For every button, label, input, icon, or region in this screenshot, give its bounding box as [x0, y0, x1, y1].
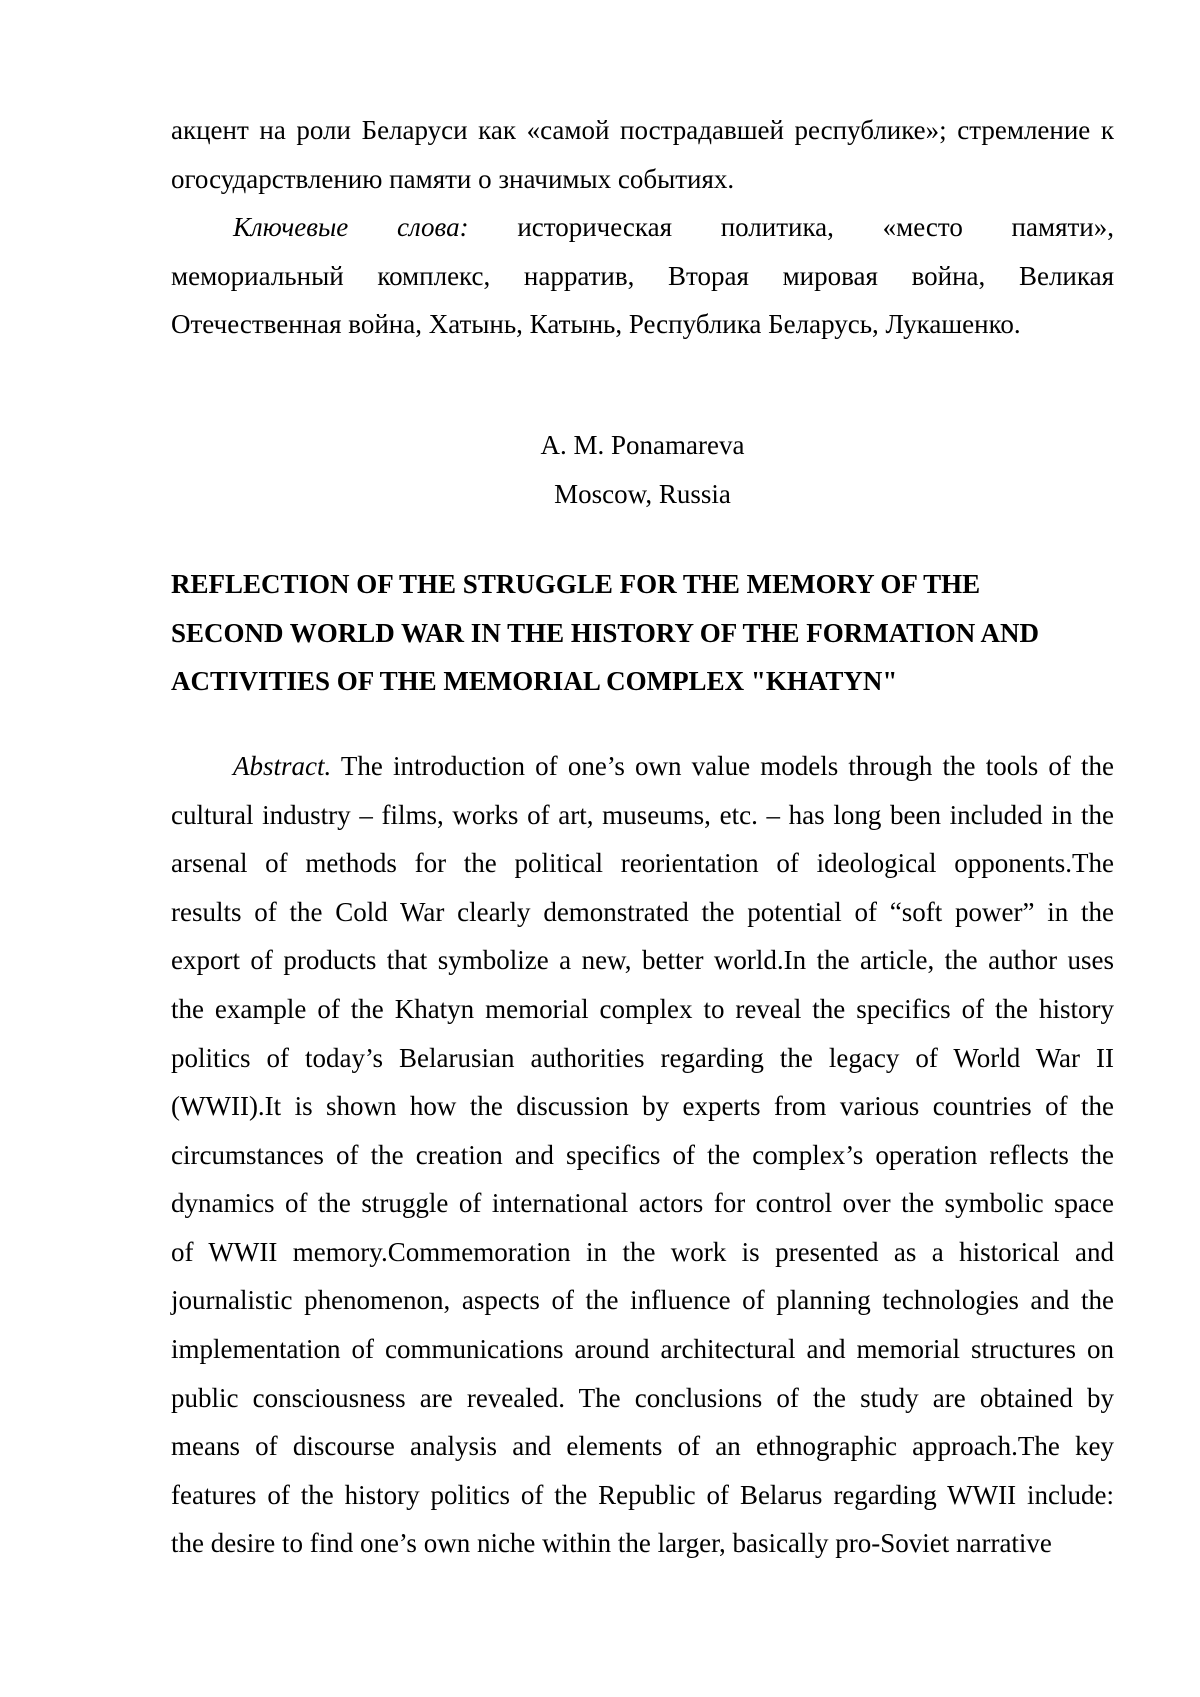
russian-text-line: огосударствлению памяти о значимых событиях. [171, 163, 735, 194]
line-text: историческая политика, «место памяти», [468, 212, 1114, 243]
paragraph-abstract [171, 742, 1114, 1568]
author-block [171, 421, 1114, 518]
abstract-text-line: of WWII memory.Commemoration in the work is presented as a historical and [171, 1236, 1114, 1267]
abstract-text-line: (WWII).It is shown how the discussion by experts from various countries of the [171, 1091, 1114, 1122]
article-title [171, 560, 1114, 706]
author-location: Moscow, Russia [554, 478, 731, 509]
abstract-text-line: circumstances of the creation and specifics of the complex’s operation reflects the [171, 1139, 1114, 1170]
line-text: The introduction of one’s own value models through the tools of the [331, 750, 1114, 781]
russian-text-line: акцент на роли Беларуси как «самой пострадавшей республике»; стремление к [171, 115, 1114, 145]
abstract-text-line: results of the Cold War clearly demonstrated the potential of “soft power” in the [171, 896, 1114, 927]
title-line: SECOND WORLD WAR IN THE HISTORY OF THE FORMATION AND [171, 617, 1039, 648]
abstract-text-line: journalistic phenomenon, aspects of the influence of planning technologies and the [171, 1285, 1114, 1316]
abstract-text-line [171, 742, 1114, 791]
keywords-text-line: Отечественная война, Хатынь, Катынь, Республика Беларусь, Лукашенко. [171, 309, 1021, 340]
keywords-text-line: мемориальный комплекс, нарратив, Вторая мировая война, Великая [171, 260, 1114, 291]
abstract-text-line: politics of today’s Belarusian authorities regarding the legacy of World War II [171, 1042, 1114, 1073]
author-name: A. M. Ponamareva [540, 429, 745, 460]
title-line: ACTIVITIES OF THE MEMORIAL COMPLEX "KHATYN" [171, 666, 898, 697]
abstract-text-line: cultural industry – films, works of art, museums, etc. – has long been included in the [171, 799, 1114, 830]
abstract-text-line: the example of the Khatyn memorial complex to reveal the specifics of the history [171, 993, 1114, 1024]
title-line: REFLECTION OF THE STRUGGLE FOR THE MEMORY OF THE [171, 569, 981, 600]
page-content [171, 106, 1114, 1568]
abstract-text-line: arsenal of methods for the political reorientation of ideological opponents.The [171, 848, 1114, 879]
abstract-text-line: the desire to find one’s own niche within the larger, basically pro-Soviet narrative [171, 1528, 1052, 1559]
abstract-text-line: public consciousness are revealed. The conclusions of the study are obtained by [171, 1382, 1114, 1413]
abstract-text-line: export of products that symbolize a new, better world.In the article, the author uses [171, 945, 1114, 976]
paragraph-keywords [171, 203, 1114, 349]
italic-lead-text: Abstract. [233, 750, 332, 781]
abstract-text-line: features of the history politics of the Republic of Belarus regarding WWII include: [171, 1479, 1114, 1510]
abstract-text-line: implementation of communications around architectural and memorial structures on [171, 1334, 1114, 1365]
abstract-text-line: means of discourse analysis and elements of an ethnographic approach.The key [171, 1431, 1114, 1462]
abstract-text-line: dynamics of the struggle of international actors for control over the symbolic space [171, 1188, 1114, 1219]
keywords-text-line [171, 203, 1114, 252]
italic-lead-text: Ключевые слова: [233, 212, 469, 243]
paragraph-russian-continuation [171, 106, 1114, 203]
